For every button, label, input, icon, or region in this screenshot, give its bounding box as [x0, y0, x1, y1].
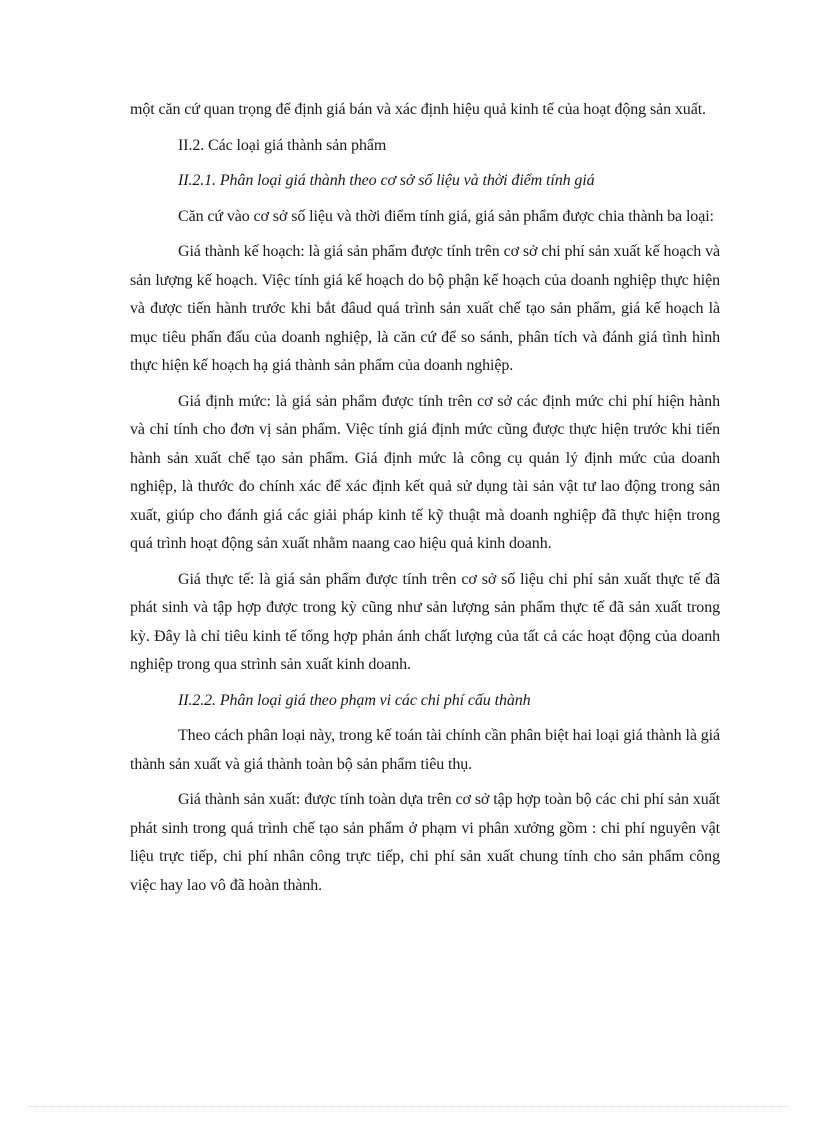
paragraph: Theo cách phân loại này, trong kế toán tài chính cần phân biệt hai loại giá thành là giá thành sản xuất và giá thành toàn bộ sản phẩm tiêu thụ.: [130, 727, 720, 773]
paragraph: Giá thành sản xuất: được tính toàn dựa trên cơ sở tập hợp toàn bộ các chi phí sản xuất phát sinh trong quá trình chế tạo sản phẩm ở phạm vi phân xưởng gồm : chi phí nguyên vật liệu trực tiếp, chi phí nhân công trực tiếp, chi phí sản xuất chung tính cho sản phẩm công việc hay lao vô đã hoàn thành.: [130, 791, 720, 894]
document-body: [130, 96, 720, 907]
subsection-heading: II.2.2. Phân loại giá theo phạm vi các chi phí cấu thành: [178, 691, 531, 709]
paragraph: Căn cứ vào cơ sở số liệu và thời điểm tính giá, giá sản phẩm được chia thành ba loại:: [178, 207, 714, 225]
paragraph: Giá định mức: là giá sản phẩm được tính trên cơ sở các định mức chi phí hiện hành và chỉ tính cho đơn vị sản phẩm. Việc tính giá định mức cũng được thực hiện trước khi tiến hành sản xuất chế tạo sản phẩm. Giá định mức là công cụ quản lý định mức của doanh nghiệp, là thước đo chính xác để xác định kết quả sử dụng tài sản vật tư lao động trong sản xuất, giúp cho đánh giá các giải pháp kinh tế kỹ thuật mà doanh nghiệp đã thực hiện trong quá trình hoạt động sản xuất nhằm naang cao hiệu quả kinh doanh.: [130, 392, 720, 552]
page-footer-divider: [28, 1106, 788, 1107]
section-heading: II.2. Các loại giá thành sản phẩm: [178, 136, 387, 154]
paragraph: Giá thành kế hoạch: là giá sản phẩm được tính trên cơ sở chi phí sản xuất kế hoạch và sản lượng kế hoạch. Việc tính giá kế hoạch do bộ phận kế hoạch của doanh nghiệp thực hiện và được tiến hành trước khi bắt đâud quá trình sản xuất chế tạo sản phẩm, giá kế hoạch là mục tiêu phấn đấu của doanh nghiệp, là căn cứ để so sánh, phân tích và đánh giá tình hình thực hiện kế hoạch hạ giá thành sản phẩm của doanh nghiệp.: [130, 243, 720, 374]
paragraph-continuation: một căn cứ quan trọng để định giá bán và xác định hiệu quả kinh tế của hoạt động sản xuất.: [130, 101, 706, 118]
paragraph: Giá thực tế: là giá sản phẩm được tính trên cơ sở số liệu chi phí sản xuất thực tế đã phát sinh và tập hợp được trong kỳ cũng như sản lượng sản phẩm thực tế đã sản xuất trong kỳ. Đây là chỉ tiêu kinh tế tổng hợp phản ánh chất lượng của tất cả các hoạt động của doanh nghiệp trong qua strình sản xuất kinh doanh.: [130, 570, 720, 673]
subsection-heading: II.2.1. Phân loại giá thành theo cơ sở số liệu và thời điểm tính giá: [178, 172, 595, 189]
